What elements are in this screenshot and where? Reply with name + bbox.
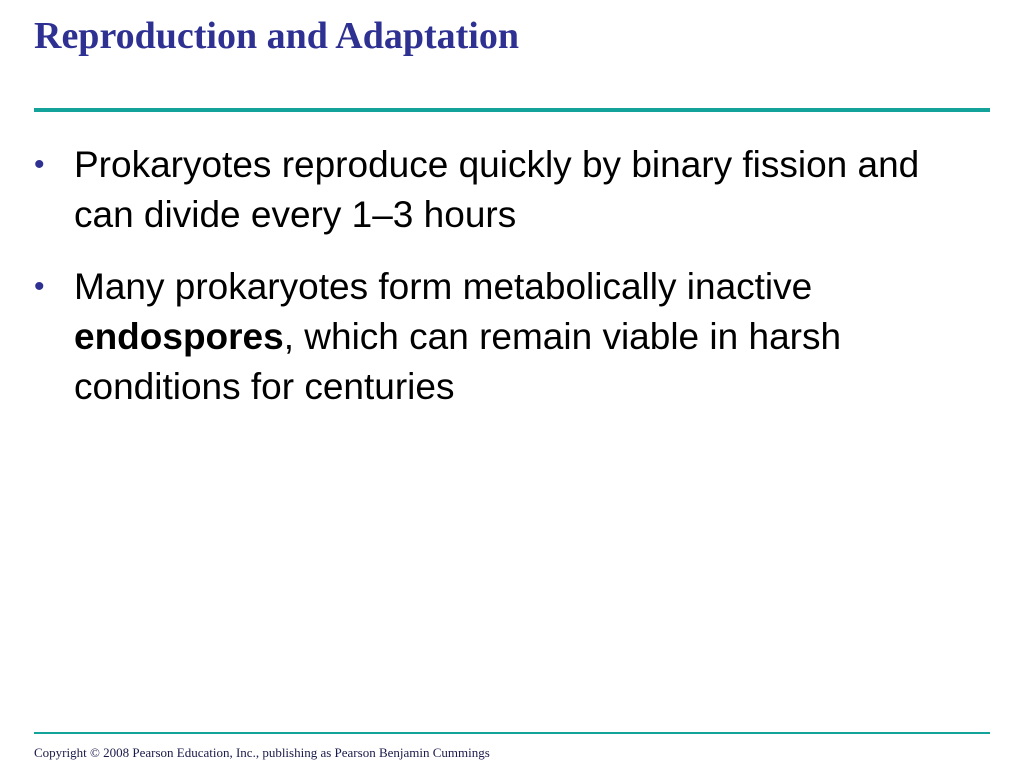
bullet-icon: • <box>34 270 45 303</box>
slide-title: Reproduction and Adaptation <box>34 15 519 57</box>
bold-term: endospores <box>74 316 284 357</box>
bullet-item <box>34 262 974 412</box>
title-divider <box>34 108 990 112</box>
bullet-item <box>34 140 974 240</box>
bullet-text-before: Many prokaryotes form metabolically inactive <box>74 266 813 307</box>
footer-divider <box>34 732 990 734</box>
copyright-footer: Copyright © 2008 Pearson Education, Inc., publishing as Pearson Benjamin Cummings <box>34 745 490 760</box>
bullet-list <box>34 140 974 434</box>
bullet-text-after: , which can remain viable in harsh conditions for centuries <box>74 316 842 407</box>
bullet-text: Prokaryotes reproduce quickly by binary fission and can divide every 1–3 hours <box>74 144 920 235</box>
bullet-icon: • <box>34 148 45 181</box>
